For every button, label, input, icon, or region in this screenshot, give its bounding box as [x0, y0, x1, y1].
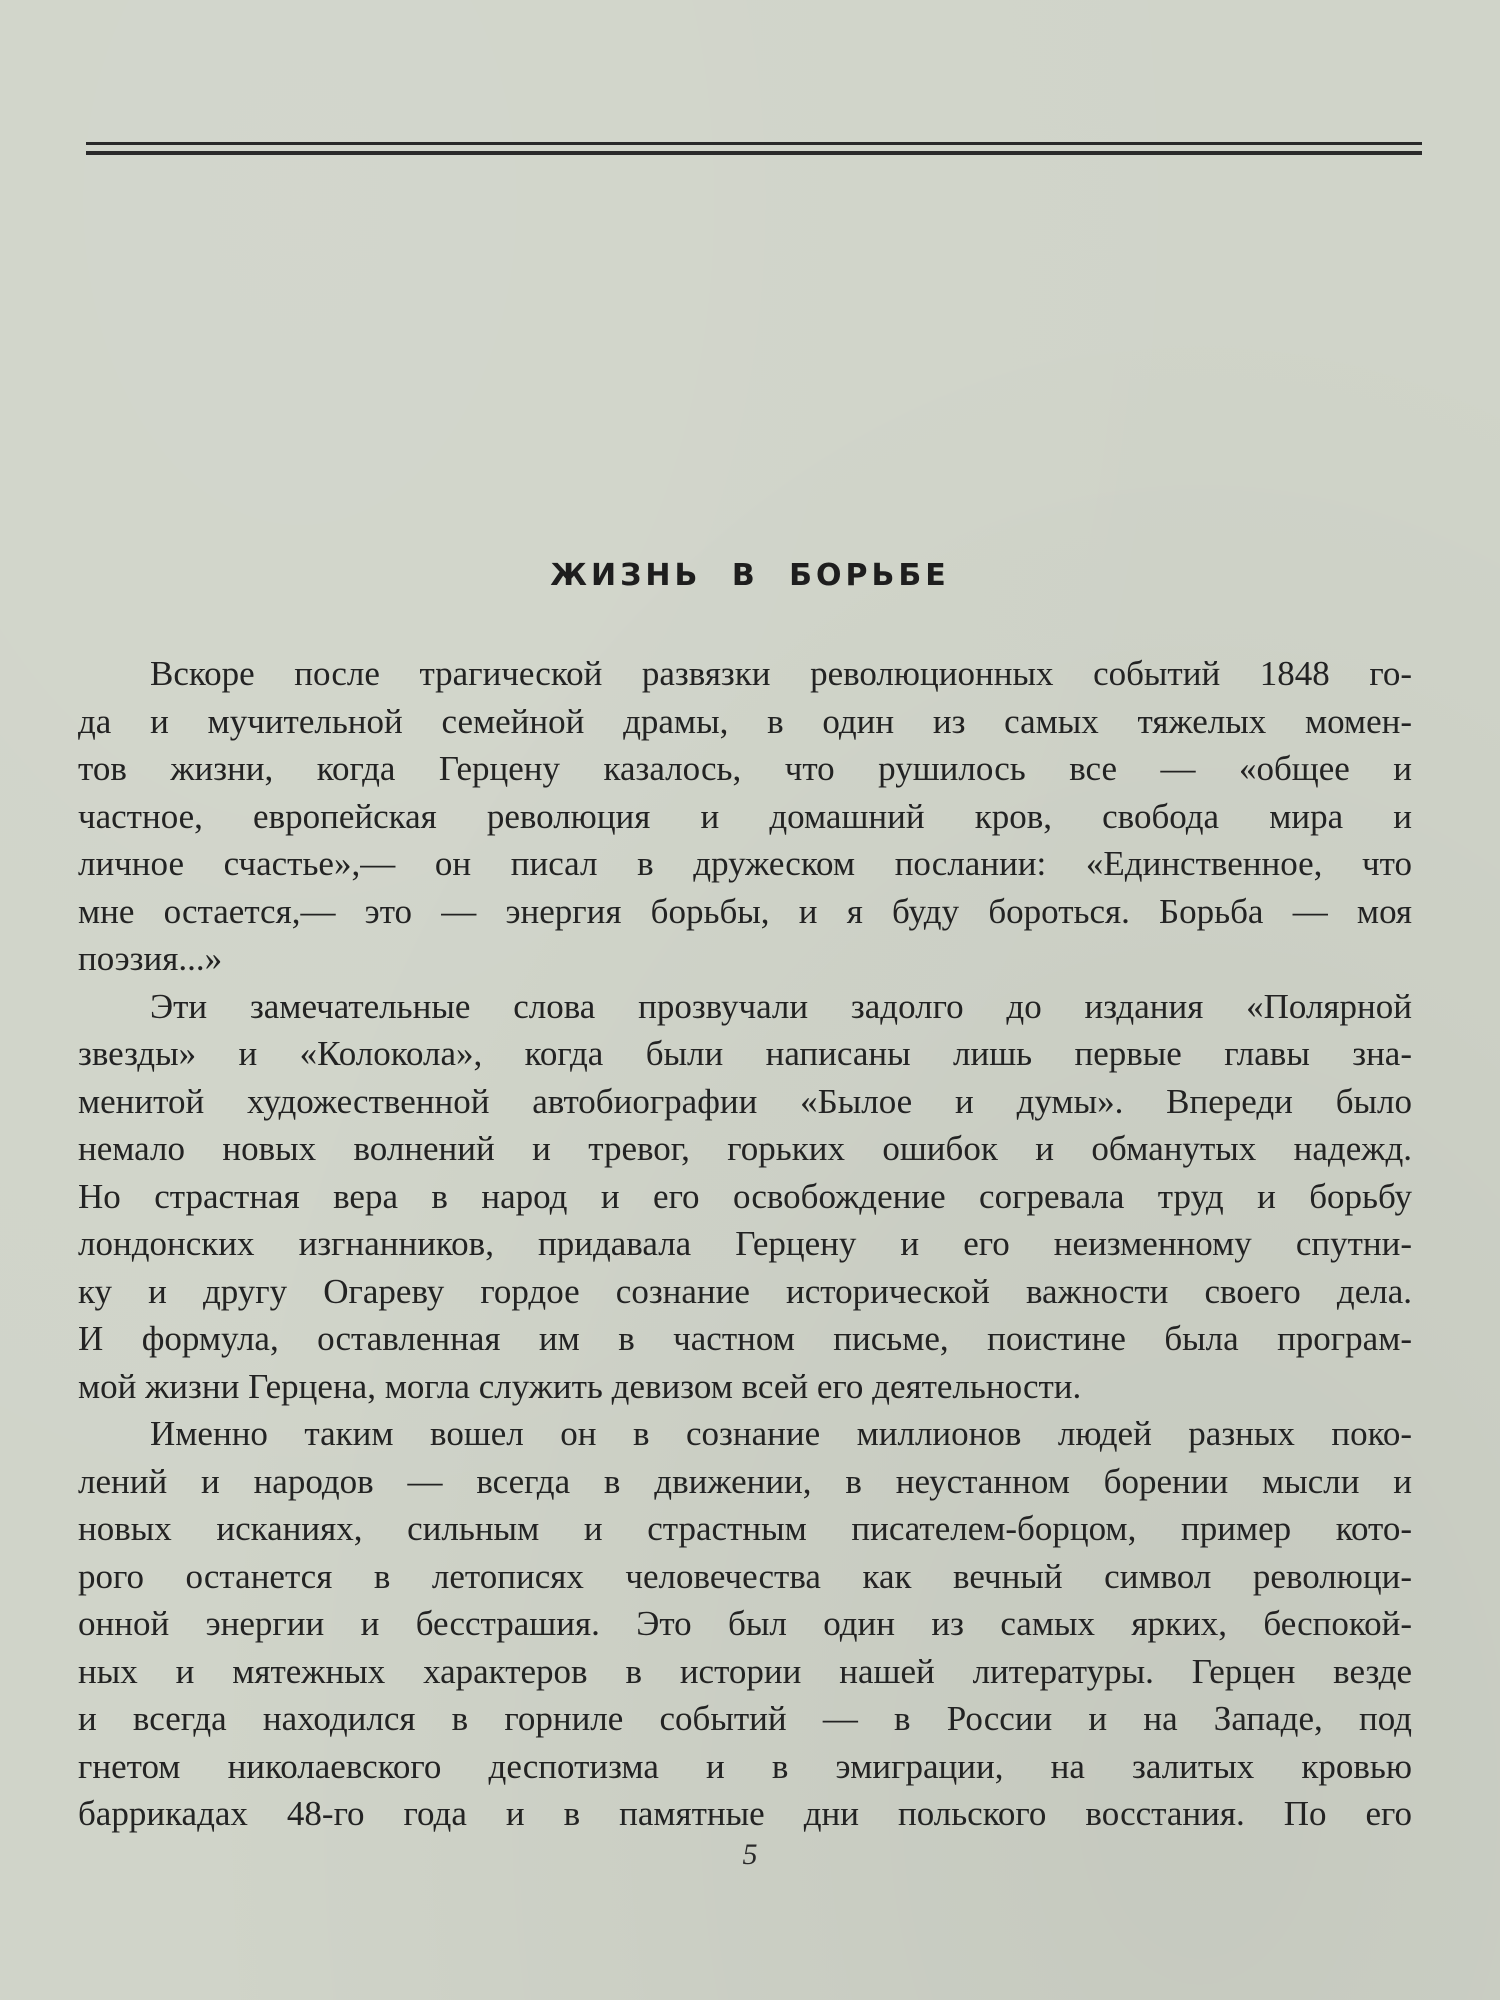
header-rule-bottom: [86, 151, 1422, 155]
text-line: рого останется в летописях человечества как вечный символ революци-: [78, 1556, 1412, 1596]
text-line: частное, европейская революция и домашний кров, свобода мира и: [78, 796, 1412, 836]
paragraph-2: [78, 983, 1412, 1411]
text-line: мне остается,— это — энергия борьбы, и я буду бороться. Борьба — моя: [78, 891, 1412, 931]
text-line: тов жизни, когда Герцену казалось, что рушилось все — «общее и: [78, 749, 1412, 788]
text-line: Именно таким вошел он в сознание миллионов людей разных поко-: [150, 1414, 1412, 1453]
text-line: Эти замечательные слова прозвучали задолго до издания «Полярной: [150, 986, 1412, 1026]
text-line: баррикадах 48-го года и в памятные дни польского восстания. По его: [78, 1794, 1412, 1833]
text-line: ку и другу Огареву гордое сознание исторической важности своего дела.: [78, 1271, 1412, 1311]
text-line: новых исканиях, сильным и страстным писателем-борцом, пример кото-: [78, 1509, 1412, 1548]
text-line: мой жизни Герцена, могла служить девизом всей его деятельности.: [78, 1366, 1082, 1406]
text-line: личное счастье»,— он писал в дружеском послании: «Единственное, что: [78, 844, 1412, 883]
text-line: ных и мятежных характеров в истории нашей литературы. Герцен везде: [78, 1651, 1412, 1691]
chapter-body: [78, 650, 1412, 1838]
text-line: поэзия...»: [78, 939, 223, 978]
page-number: 5: [742, 1838, 758, 1871]
text-line: звезды» и «Колокола», когда были написаны лишь первые главы зна-: [78, 1034, 1412, 1073]
text-line: лений и народов — всегда в движении, в неустанном борении мысли и: [78, 1461, 1412, 1501]
text-line: гнетом николаевского деспотизма и в эмиграции, на залитых кровью: [78, 1746, 1412, 1786]
paragraph-1: [78, 650, 1412, 983]
text-line: да и мучительной семейной драмы, в один из самых тяжелых момен-: [78, 701, 1412, 741]
text-line: и всегда находился в горниле событий — в России и на Западе, под: [78, 1699, 1412, 1738]
text-line: немало новых волнений и тревог, горьких ошибок и обманутых надежд.: [78, 1129, 1412, 1168]
chapter-title: ЖИЗНЬ В БОРЬБЕ: [550, 558, 950, 593]
text-line: онной энергии и бесстрашия. Это был один из самых ярких, беспокой-: [78, 1604, 1412, 1643]
text-line: Вскоре после трагической развязки революционных событий 1848 го-: [150, 654, 1412, 693]
paragraph-3: [78, 1410, 1412, 1838]
text-line: Но страстная вера в народ и его освобождение согревала труд и борьбу: [78, 1176, 1412, 1216]
text-line: менитой художественной автобиографии «Былое и думы». Впереди было: [78, 1081, 1412, 1121]
text-line: лондонских изгнанников, придавала Герцену и его неизменному спутни-: [78, 1224, 1412, 1263]
text-line: И формула, оставленная им в частном письме, поистине была програм-: [78, 1319, 1412, 1358]
header-rule-top: [86, 142, 1422, 145]
